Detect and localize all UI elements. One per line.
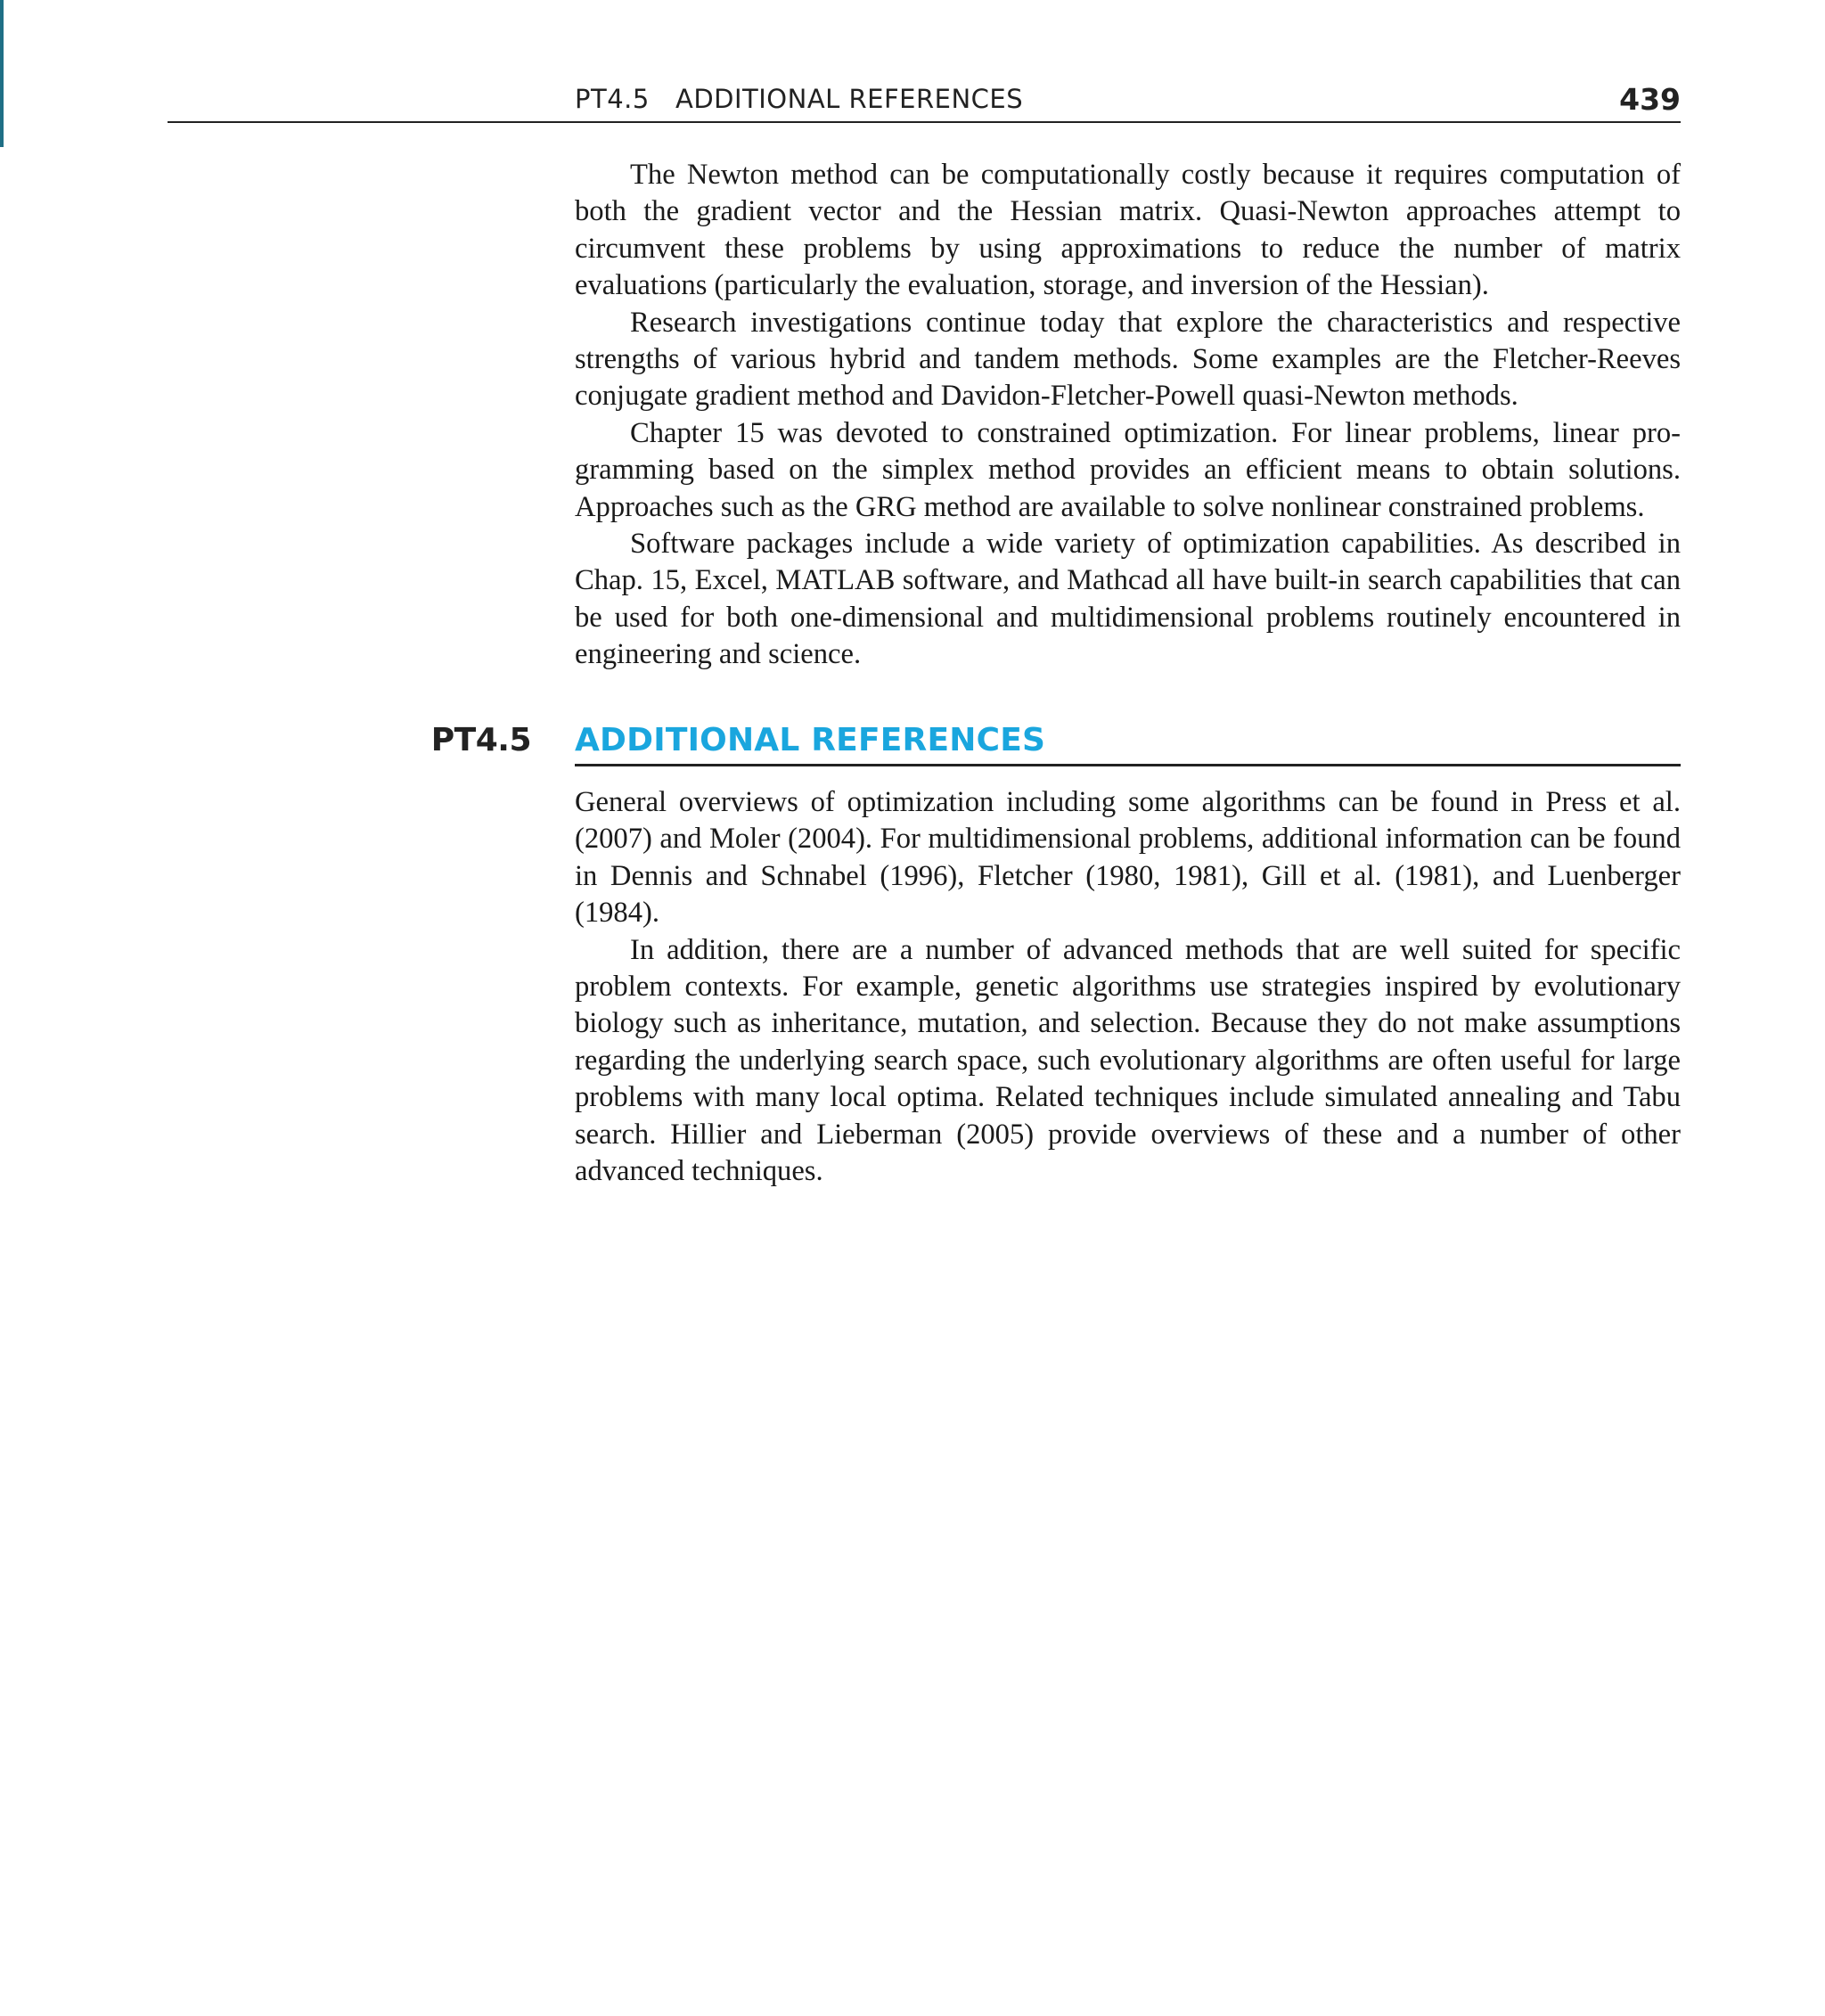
section-text-block bbox=[575, 784, 1681, 1190]
section-heading bbox=[168, 718, 1681, 768]
page-number: 439 bbox=[1619, 82, 1681, 117]
section-number: PT4.5 bbox=[430, 722, 531, 758]
paragraph: The Newton method can be computationally costly because it requires computation of both the gradient vector and the Hessian matrix. Quasi-Newton approaches attempt to circumvent these problems by using approximations to reduce the number of matrix evaluations (particularly the evaluation, storage, and inversion of the Hessian). bbox=[575, 159, 1681, 302]
paragraph: Software packages include a wide variety of optimization capabilities. As described in Chap. 15, Excel, MATLAB software, and Mathcad all have built-in search capabilities that can be used for both one-dimensional and multidimensional problems routinely encountered in engineering and science. bbox=[575, 528, 1681, 671]
running-head bbox=[168, 77, 1681, 123]
paragraph: General overviews of optimization including some algorithms can be found in Press et al. (2007) and Moler (2004). For multidimensional problems, additional information can be found in Dennis and Schnabel (1996), Fletcher (1980, 1981), Gill et al. (1981), and Luenberger (1984). bbox=[575, 786, 1681, 930]
section-rule bbox=[575, 764, 1681, 766]
intro-text-block bbox=[575, 157, 1681, 674]
section-title: ADDITIONAL REFERENCES bbox=[575, 722, 1046, 758]
page-edge-marker bbox=[0, 0, 4, 147]
paragraph: Research investigations continue today that explore the characteristics and respective strengths of various hybrid and tandem methods. Some examples are the Fletcher-Reeves conjugate gradient method and Davidon-Fletcher-Powell quasi-Newton methods. bbox=[575, 306, 1681, 413]
paragraph: In addition, there are a number of advanced methods that are well suited for specific problem contexts. For example, genetic algorithms use strategies inspired by evolutionary biology such as inheritance, mutation, and selection. Because they do not make assumptions regarding the underlying search space, such evolutionary algorithms are often useful for large problems with many local optima. Related techniques include simulated annealing and Tabu search. Hillier and Lieberman (2005) provide overviews of these and a number of other advanced techniques. bbox=[575, 933, 1681, 1188]
paragraph: Chapter 15 was devoted to constrained optimization. For linear problems, linear programming based on the simplex method provides an efficient means to obtain solutions. Approaches such as the GRG method are available to solve nonlinear constrained problems. bbox=[575, 416, 1681, 523]
running-head-title: PT4.5 ADDITIONAL REFERENCES bbox=[575, 84, 1024, 114]
